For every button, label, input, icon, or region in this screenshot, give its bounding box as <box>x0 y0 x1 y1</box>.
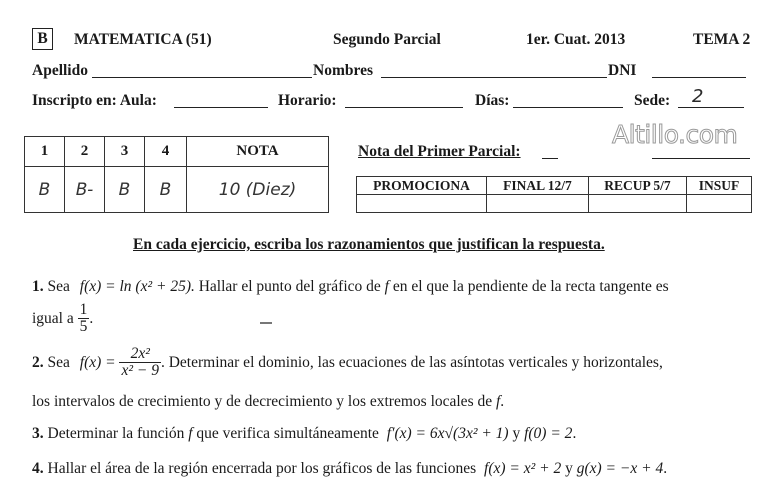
exercise-1-frac-num: 1 <box>79 301 88 318</box>
exercise-1-line-1 <box>32 278 669 296</box>
exercise-4-end: . <box>663 460 668 477</box>
exercise-2-text-b: . Determinar el dominio, las ecuaciones de las asíntotas verticales y horizontales, <box>160 353 663 371</box>
grade-header-1: 1 <box>25 137 65 167</box>
dias-line[interactable] <box>513 94 623 108</box>
exercise-1-text-b: Hallar el punto del gráfico de <box>198 278 381 295</box>
grade-value-3: B <box>105 167 145 213</box>
exercise-3-f: f <box>188 425 193 442</box>
exercise-2-frac-den: x² − 9 <box>121 362 159 380</box>
grade-header-4: 4 <box>145 137 187 167</box>
grade-value-nota: 10 (Diez) <box>187 167 329 213</box>
horario-line[interactable] <box>345 94 463 108</box>
exercise-2-end: . <box>500 393 505 410</box>
grades-table <box>24 136 329 213</box>
subject-title: MATEMATICA (51) <box>74 31 212 48</box>
exercise-2-line-2 <box>32 393 504 411</box>
dni-line[interactable] <box>652 64 746 78</box>
primer-parcial-label <box>358 143 521 161</box>
exercise-2-number: 2. <box>32 353 44 371</box>
exercise-4-function-g: g(x) = −x + 4 <box>576 460 664 477</box>
dni-label: DNI <box>608 62 637 79</box>
grade-value-1: B <box>25 167 65 213</box>
aula-label: Inscripto en: Aula: <box>32 92 157 109</box>
exercise-1-text-a: Sea <box>47 278 70 295</box>
promo-cell-final[interactable] <box>487 195 589 213</box>
promo-header-promociona: PROMOCIONA <box>357 177 487 195</box>
grade-header-3: 3 <box>105 137 145 167</box>
promo-cell-promociona[interactable] <box>357 195 487 213</box>
exercise-3-cond-1: f′(x) = 6x√(3x² + 1) <box>386 425 509 442</box>
exercise-3-text-b: que verifica simultáneamente <box>196 425 379 442</box>
promo-header-insuf: INSUF <box>687 177 752 195</box>
exercise-2-f: f <box>495 393 501 410</box>
altillo-watermark: Altillo.com <box>612 120 738 149</box>
exercise-2-line-1 <box>32 346 663 380</box>
tema-letter: B <box>37 30 48 47</box>
exercise-2-fraction <box>119 346 161 380</box>
tema-label: TEMA 2 <box>693 31 751 48</box>
nombres-label: Nombres <box>313 62 373 79</box>
primer-parcial-line[interactable] <box>652 145 750 159</box>
exercise-3-y: y <box>512 425 521 442</box>
instructions: En cada ejercicio, escriba los razonamientos que justifican la respuesta. <box>133 236 605 253</box>
sede-line[interactable] <box>678 94 744 108</box>
exercise-2-text-a: Sea <box>47 353 70 371</box>
exercise-2-lhs: f(x) = <box>79 353 116 371</box>
sede-label: Sede: <box>634 92 671 109</box>
exercise-1-line-2 <box>32 302 93 336</box>
exercise-3-line <box>32 425 576 443</box>
promo-cell-insuf[interactable] <box>687 195 752 213</box>
grade-header-2: 2 <box>65 137 105 167</box>
exercise-3-text-a: Determinar la función <box>47 425 185 442</box>
exercise-1-fraction <box>78 302 90 336</box>
exercise-3-number: 3. <box>32 425 44 442</box>
exercise-2-text-c: los intervalos de crecimiento y de decrecimiento y los extremos locales de <box>32 393 493 410</box>
promo-table <box>356 176 752 213</box>
exercise-3-end: . <box>572 425 577 442</box>
grade-value-4: B <box>145 167 187 213</box>
exercise-4-number: 4. <box>32 460 44 477</box>
dias-label: Días: <box>475 92 510 109</box>
exercise-4-text-a: Hallar el área de la región encerrada por los gráficos de las funciones <box>47 460 477 477</box>
exercise-1-text-c: en el que la pendiente de la recta tangente es <box>392 278 669 295</box>
horario-label: Horario: <box>278 92 337 109</box>
exercise-1-formula: f(x) = ln (x² + 25). <box>79 278 195 295</box>
exercise-1-f: f <box>384 278 389 295</box>
exam-title: Segundo Parcial <box>333 31 441 48</box>
primer-parcial-blank[interactable] <box>542 145 558 159</box>
promo-header-final: FINAL 12/7 <box>487 177 589 195</box>
primer-parcial-label-text: Nota del Primer Parcial: <box>358 143 521 160</box>
tema-letter-box <box>32 28 53 50</box>
apellido-label: Apellido <box>32 62 88 79</box>
exercise-4-y: y <box>565 460 573 477</box>
exercise-1-end: . <box>89 309 94 327</box>
exercise-1-number: 1. <box>32 278 44 295</box>
exercise-2-frac-num: 2x² <box>119 346 161 363</box>
sede-value: 2 <box>692 86 704 107</box>
exam-period: 1er. Cuat. 2013 <box>526 31 626 48</box>
exercise-4-function-f: f(x) = x² + 2 <box>484 460 562 477</box>
pen-mark <box>260 322 272 324</box>
exercise-4-line <box>32 460 667 478</box>
grade-value-2: B- <box>65 167 105 213</box>
apellido-line[interactable] <box>92 64 312 78</box>
grade-header-nota: NOTA <box>187 137 329 167</box>
exercise-1-text-d: igual a <box>32 309 74 327</box>
promo-header-recup: RECUP 5/7 <box>589 177 687 195</box>
exercise-3-cond-2: f(0) = 2 <box>524 425 573 442</box>
nombres-line[interactable] <box>381 64 607 78</box>
promo-cell-recup[interactable] <box>589 195 687 213</box>
aula-line[interactable] <box>174 94 268 108</box>
exercise-1-frac-den: 5 <box>79 318 88 336</box>
